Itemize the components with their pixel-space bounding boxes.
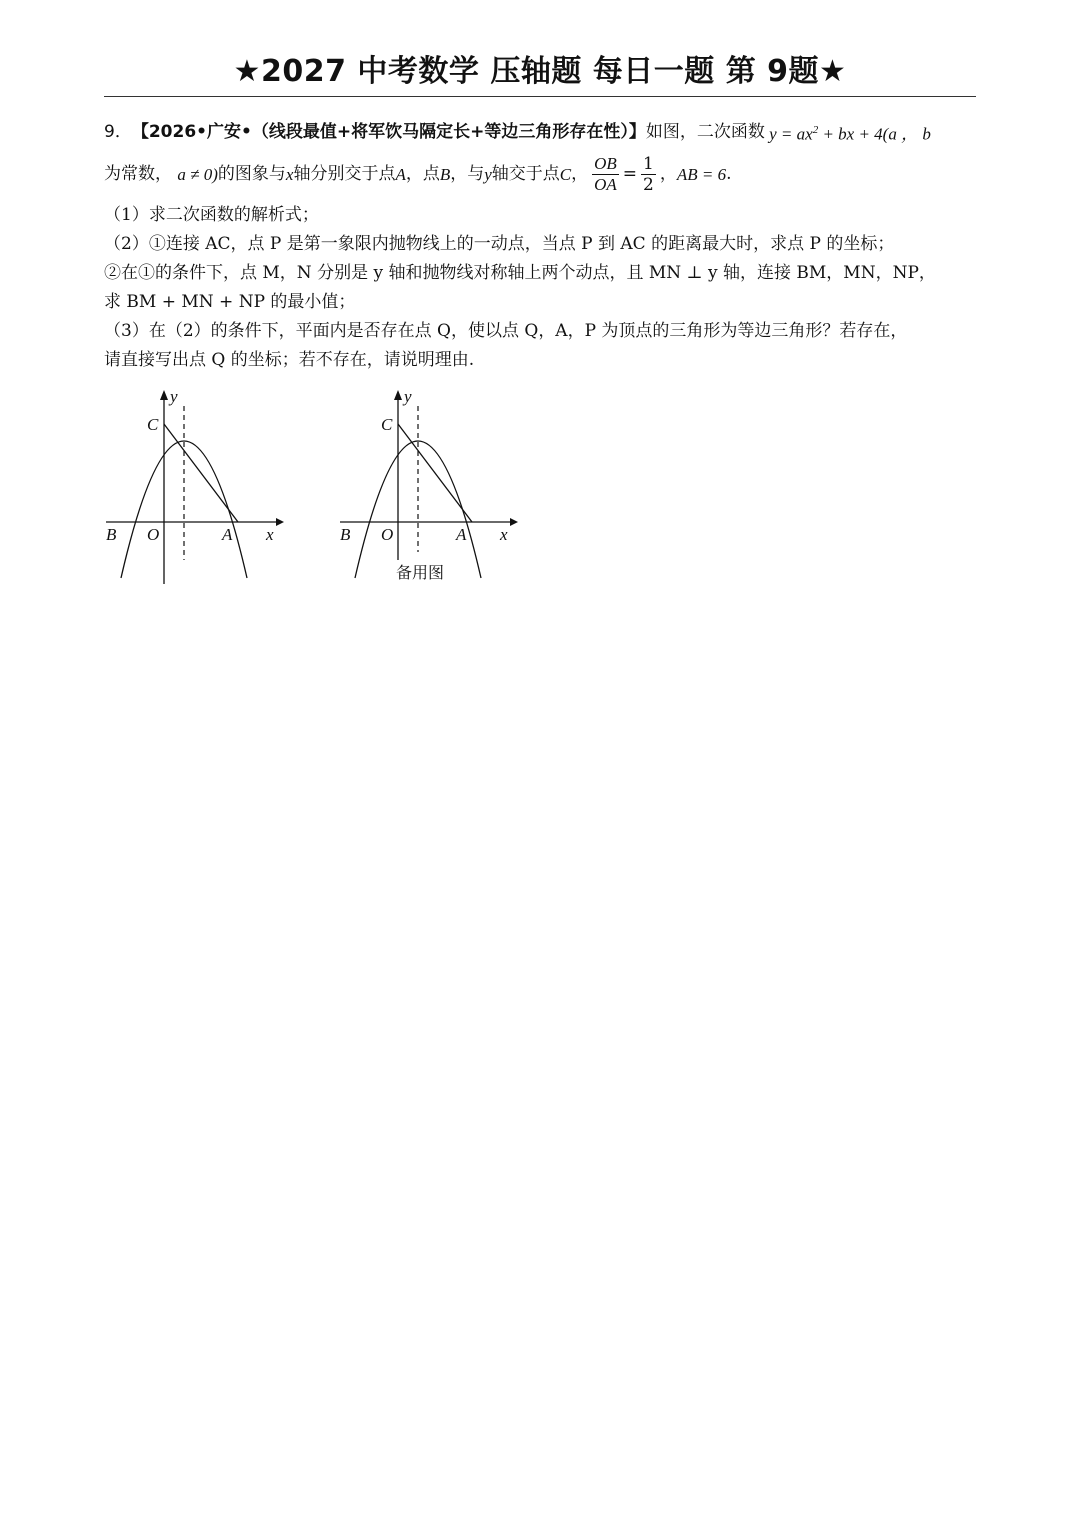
page-title: ★2027 中考数学 压轴题 每日一题 第 9题★	[233, 54, 847, 89]
fraction-ob-oa: $\frac{OB}{OA}$	[594, 154, 617, 195]
x-axis-arrow	[276, 518, 284, 526]
label-x: x	[500, 525, 508, 544]
problem-line-2: 为常数， a ≠ 0) 的图象与 x 轴分别交于点 A ，点 B ，与 y 轴交于点 C ， $\frac{OB}{OA}$ = $\frac{1}{2}$ ， AB = 6 .	[104, 154, 732, 196]
question-1: （1）求二次函数的解析式；	[104, 204, 319, 225]
question-2-part-1: （2）①连接 AC，点 P 是第一象限内抛物线上的一动点，当点 P 到 AC 的距离最大时，求点 P 的坐标；	[104, 233, 895, 254]
parabola-diagram-backup	[338, 388, 518, 588]
problem-intro: 如图，二次函数	[645, 121, 765, 142]
question-3-part-1: （3）在（2）的条件下，平面内是否存在点 Q，使以点 Q，A，P 为顶点的三角形为等边三角形？若存在，	[104, 320, 908, 341]
problem-line-1	[104, 116, 976, 149]
formula: $y = ax^2$ + bx + 4(a ， b	[769, 124, 931, 144]
problem-body	[104, 116, 976, 375]
label-b: B	[106, 525, 117, 544]
y-axis-arrow	[394, 390, 402, 400]
figure-backup	[338, 388, 518, 588]
label-o: O	[381, 525, 394, 544]
parabola-diagram	[104, 388, 284, 588]
label-c: C	[381, 415, 393, 434]
label-c: C	[147, 415, 159, 434]
fraction-half: $\frac{1}{2}$	[643, 154, 654, 196]
label-y: y	[404, 388, 412, 406]
segment-ac	[164, 424, 238, 522]
label-b: B	[340, 525, 351, 544]
segment-ac	[398, 424, 472, 522]
x-axis-arrow	[510, 518, 518, 526]
label-a: A	[222, 525, 233, 544]
label-a: A	[456, 525, 467, 544]
figures	[104, 388, 524, 588]
y-axis-arrow	[160, 390, 168, 400]
figure-caption: 备用图	[396, 563, 445, 582]
question-2-part-2: ②在①的条件下，点 M，N 分别是 y 轴和抛物线对称轴上两个动点，且 MN ⊥ y 轴，连接 BM，MN，NP，	[104, 262, 936, 283]
label-x: x	[266, 525, 274, 544]
question-2-part-3: 求 BM + MN + NP 的最小值；	[104, 291, 356, 312]
problem-source: 【2026•广安•（线段最值+将军饮马隔定长+等边三角形存在性）】	[131, 121, 646, 142]
label-o: O	[147, 525, 160, 544]
label-y: y	[170, 388, 178, 406]
figure-main	[104, 388, 284, 588]
page-header	[104, 52, 976, 97]
question-3-part-2: 请直接写出点 Q 的坐标；若不存在，请说明理由.	[104, 349, 475, 370]
problem-number: 9．	[104, 121, 132, 142]
